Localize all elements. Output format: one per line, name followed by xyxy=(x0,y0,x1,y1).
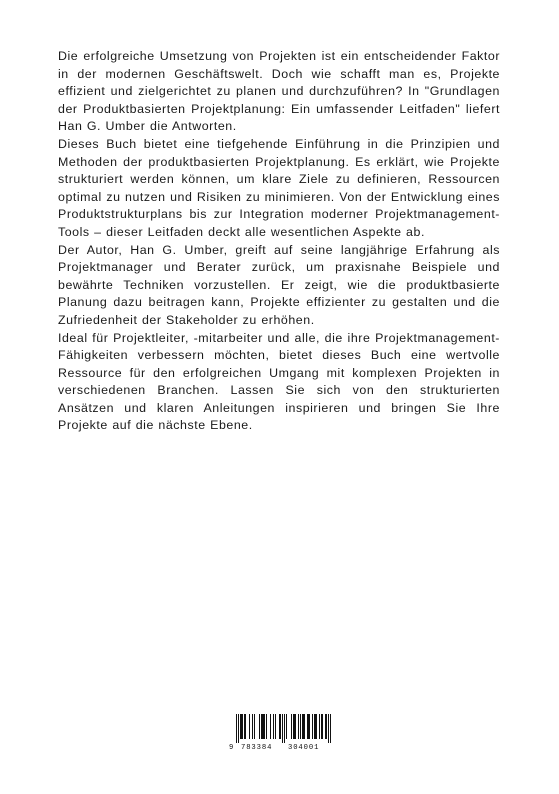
blurb-paragraph-2: Dieses Buch bietet eine tiefgehende Einführung in die Prinzipien und Methoden der produktbasierten Projektplanung. Es erklärt, wie Projekte strukturiert werden können, um klare Ziele zu definieren, Ressourcen optimal zu nutzen und Risiken zu minimieren. Von der Entwicklung eines Produktstrukturplans bis zur Integration moderner Projektmanagement-Tools – dieser Leitfaden deckt alle wesentlichen Aspekte ab. xyxy=(58,136,500,239)
barcode-digits xyxy=(228,743,332,753)
barcode-bar xyxy=(291,714,292,739)
barcode-bar xyxy=(240,714,241,739)
barcode-bar xyxy=(284,714,285,743)
barcode-bar xyxy=(302,714,303,739)
barcode-bar xyxy=(314,714,315,739)
barcode-bar xyxy=(300,714,301,739)
barcode-first-digit: 9 xyxy=(229,744,234,752)
barcode-bar xyxy=(254,714,255,739)
barcode-bar xyxy=(309,714,310,739)
barcode-bar xyxy=(249,714,250,739)
barcode-bar xyxy=(282,714,283,743)
blurb-paragraph-1: Die erfolgreiche Umsetzung von Projekten ist ein entscheidender Faktor in der modernen Geschäftswelt. Doch wie schafft man es, Projekte effizient und zielgerichtet zu planen und durchzuführen? In "Grundlagen der Produktbasierten Projektplanung: Ein umfassender Leitfaden" liefert Han G. Umber die Antworten. xyxy=(58,49,500,134)
barcode-bar xyxy=(280,714,281,739)
barcode-bar xyxy=(286,714,287,739)
barcode-bar xyxy=(295,714,296,739)
barcode-bar xyxy=(252,714,253,739)
barcode-bar xyxy=(316,714,317,739)
blurb-paragraph-4: Ideal für Projektleiter, -mitarbeiter und alle, die ihre Projektmanagement-Fähigkeiten verbessern möchten, bietet dieses Buch eine wertvolle Ressource für den erfolgreichen Umgang mit komplexen Projekten in verschiedenen Branchen. Lassen Sie sich von den strukturierten Ansätzen und klaren Anleitungen inspirieren und bringen Sie Ihre Projekte auf die nächste Ebene. xyxy=(58,330,500,433)
barcode-bar xyxy=(293,714,294,739)
barcode-bar xyxy=(264,714,265,739)
barcode-bar xyxy=(315,714,316,739)
barcode-bar xyxy=(242,714,243,739)
barcode-bar xyxy=(238,714,239,743)
barcode-bar xyxy=(270,714,271,739)
barcode-bar xyxy=(294,714,295,739)
barcode-bar xyxy=(273,714,274,739)
barcode-right-group: 304001 xyxy=(288,744,320,752)
barcode-bar xyxy=(330,714,331,743)
barcode-bar xyxy=(308,714,309,739)
barcode-bar xyxy=(244,714,245,739)
barcode-left-group: 783384 xyxy=(241,744,273,752)
barcode-bar xyxy=(259,714,260,739)
barcode-bar xyxy=(262,714,263,739)
barcode-bar xyxy=(325,714,326,739)
blurb-text xyxy=(58,48,500,435)
isbn-barcode xyxy=(228,714,332,754)
barcode-bar xyxy=(245,714,246,739)
barcode-bar xyxy=(307,714,308,739)
barcode-bar xyxy=(312,714,313,739)
barcode-bar xyxy=(263,714,264,739)
barcode-bar xyxy=(275,714,276,739)
barcode-bar xyxy=(326,714,327,739)
barcode-bar xyxy=(328,714,329,743)
barcode-bar xyxy=(298,714,299,739)
barcode-bar xyxy=(322,714,323,739)
barcode-bar xyxy=(266,714,267,739)
barcode-bar xyxy=(279,714,280,739)
barcode-bar xyxy=(236,714,237,743)
barcode-bar xyxy=(304,714,305,739)
blurb-paragraph-3: Der Autor, Han G. Umber, greift auf seine langjährige Erfahrung als Projektmanager und Berater zurück, um praxisnahe Beispiele und bewährte Techniken vorzustellen. Er zeigt, wie die produktbasierte Planung dazu beitragen kann, Projekte effizienter zu gestalten und die Zufriedenheit der Stakeholder zu erhöhen. xyxy=(58,242,500,327)
barcode-bars xyxy=(228,714,332,743)
barcode-bar xyxy=(303,714,304,739)
barcode-bar xyxy=(319,714,320,739)
barcode-bar xyxy=(261,714,262,739)
barcode-bar xyxy=(241,714,242,739)
barcode-bar xyxy=(321,714,322,739)
